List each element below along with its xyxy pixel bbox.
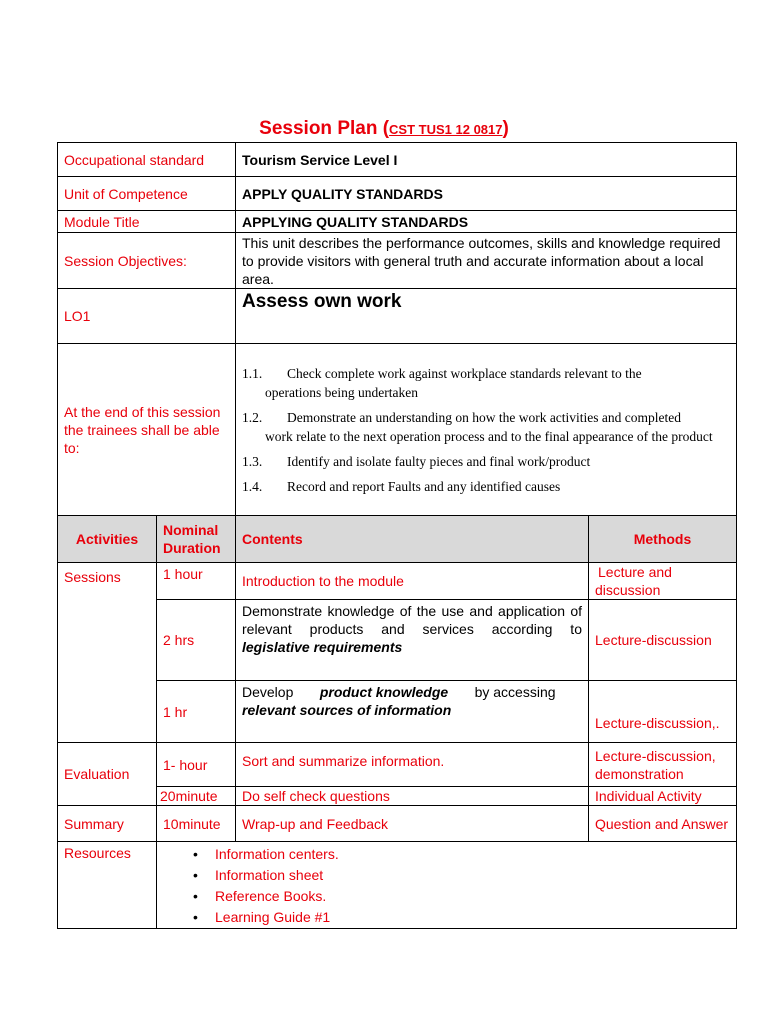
- outcome-number: 1.2.: [242, 409, 263, 425]
- outcome-text: Demonstrate an understanding on how the work activities and completed: [287, 409, 682, 425]
- occupational-standard-label: Occupational standard: [58, 143, 236, 177]
- content-emphasis: relevant sources of information: [242, 702, 452, 718]
- duration-cell: 1 hour: [157, 563, 236, 600]
- outcome-item: [242, 452, 730, 471]
- header-duration: Nominal Duration: [157, 516, 236, 563]
- title-text: Session Plan (: [259, 118, 390, 139]
- lo-label: LO1: [58, 289, 236, 344]
- content-cell: Introduction to the module: [236, 563, 589, 600]
- table-row: [58, 743, 737, 787]
- content-text: Demonstrate knowledge of the use and application of relevant products and services according to: [242, 603, 582, 637]
- method-cell: Lecture and discussion: [589, 563, 737, 600]
- outcome-item: [242, 408, 730, 446]
- duration-cell: 1 hr: [157, 681, 236, 743]
- list-item: • Learning Guide #1: [215, 907, 730, 928]
- method-cell: Lecture-discussion, demonstration: [589, 743, 737, 787]
- occupational-standard-value: Tourism Service Level I: [236, 143, 737, 177]
- module-value: APPLYING QUALITY STANDARDS: [236, 211, 737, 233]
- method-cell: Question and Answer: [589, 806, 737, 842]
- outcome-text: Identify and isolate faulty pieces and final work/product: [287, 453, 591, 469]
- resources-list: [163, 844, 730, 928]
- outcome-number: 1.3.: [242, 453, 263, 469]
- content-cell: Wrap-up and Feedback: [236, 806, 589, 842]
- unit-value: APPLY QUALITY STANDARDS: [236, 177, 737, 211]
- activities-header-row: [58, 516, 737, 563]
- content-emphasis: legislative requirements: [242, 639, 403, 655]
- session-plan-title: [0, 117, 768, 142]
- activities-table: [57, 515, 737, 929]
- module-label: Module Title: [58, 211, 236, 233]
- objectives-label: Session Objectives:: [58, 233, 236, 289]
- learning-outcomes-list: [236, 344, 737, 516]
- content-text: by accessing: [474, 684, 556, 700]
- summary-label: Summary: [58, 806, 157, 842]
- info-row-lo1: [58, 289, 737, 344]
- table-row: [58, 842, 737, 929]
- header-methods: Methods: [589, 516, 737, 563]
- title-close: ): [502, 118, 509, 139]
- table-row: [58, 806, 737, 842]
- list-item: • Information centers.: [215, 844, 730, 865]
- table-row: [58, 681, 737, 743]
- content-text: Develop: [242, 684, 294, 700]
- evaluation-label: Evaluation: [58, 743, 157, 806]
- outcome-item: [242, 364, 730, 402]
- duration-cell: 10minute: [157, 806, 236, 842]
- table-row: [58, 563, 737, 600]
- duration-cell: 1- hour: [157, 743, 236, 787]
- session-info-table: [57, 142, 737, 516]
- content-cell: [236, 681, 589, 743]
- objectives-value: This unit describes the performance outcomes, skills and knowledge required to provide visitors with general truth and accurate information about a local area.: [236, 233, 737, 289]
- header-activities: Activities: [58, 516, 157, 563]
- duration-cell: 2 hrs: [157, 600, 236, 681]
- info-row-unit: [58, 177, 737, 211]
- content-cell: Do self check questions: [236, 787, 589, 806]
- content-cell: [236, 600, 589, 681]
- outcome-text: Check complete work against workplace standards relevant to the: [287, 365, 642, 381]
- info-row-outcomes: [58, 344, 737, 516]
- info-row-objectives: [58, 233, 737, 289]
- table-row: [58, 787, 737, 806]
- list-item: • Information sheet: [215, 865, 730, 886]
- resources-label: Resources: [58, 842, 157, 929]
- method-cell: Lecture-discussion,.: [589, 681, 737, 743]
- content-cell: Sort and summarize information.: [236, 743, 589, 787]
- info-row-module: [58, 211, 737, 233]
- sessions-label: Sessions: [58, 563, 157, 743]
- title-code: CST TUS1 12 0817: [389, 122, 503, 137]
- lo-value: Assess own work: [236, 289, 737, 344]
- info-row-occupational-standard: [58, 143, 737, 177]
- outcome-number: 1.4.: [242, 478, 263, 494]
- content-emphasis: product knowledge: [319, 684, 449, 700]
- outcome-text: Record and report Faults and any identified causes: [287, 478, 561, 494]
- header-contents: Contents: [236, 516, 589, 563]
- unit-label: Unit of Competence: [58, 177, 236, 211]
- end-of-session-label: At the end of this session the trainees shall be able to:: [58, 344, 236, 516]
- outcome-text-cont: work relate to the next operation process and to the final appearance of the product: [265, 428, 713, 444]
- outcome-item: [242, 477, 730, 496]
- method-cell: Lecture-discussion: [589, 600, 737, 681]
- outcome-number: 1.1.: [242, 365, 263, 381]
- resources-list-cell: [157, 842, 737, 929]
- duration-cell: 20minute: [157, 787, 236, 806]
- list-item: • Reference Books.: [215, 886, 730, 907]
- method-cell: Individual Activity: [589, 787, 737, 806]
- outcome-text-cont: operations being undertaken: [265, 384, 418, 400]
- table-row: [58, 600, 737, 681]
